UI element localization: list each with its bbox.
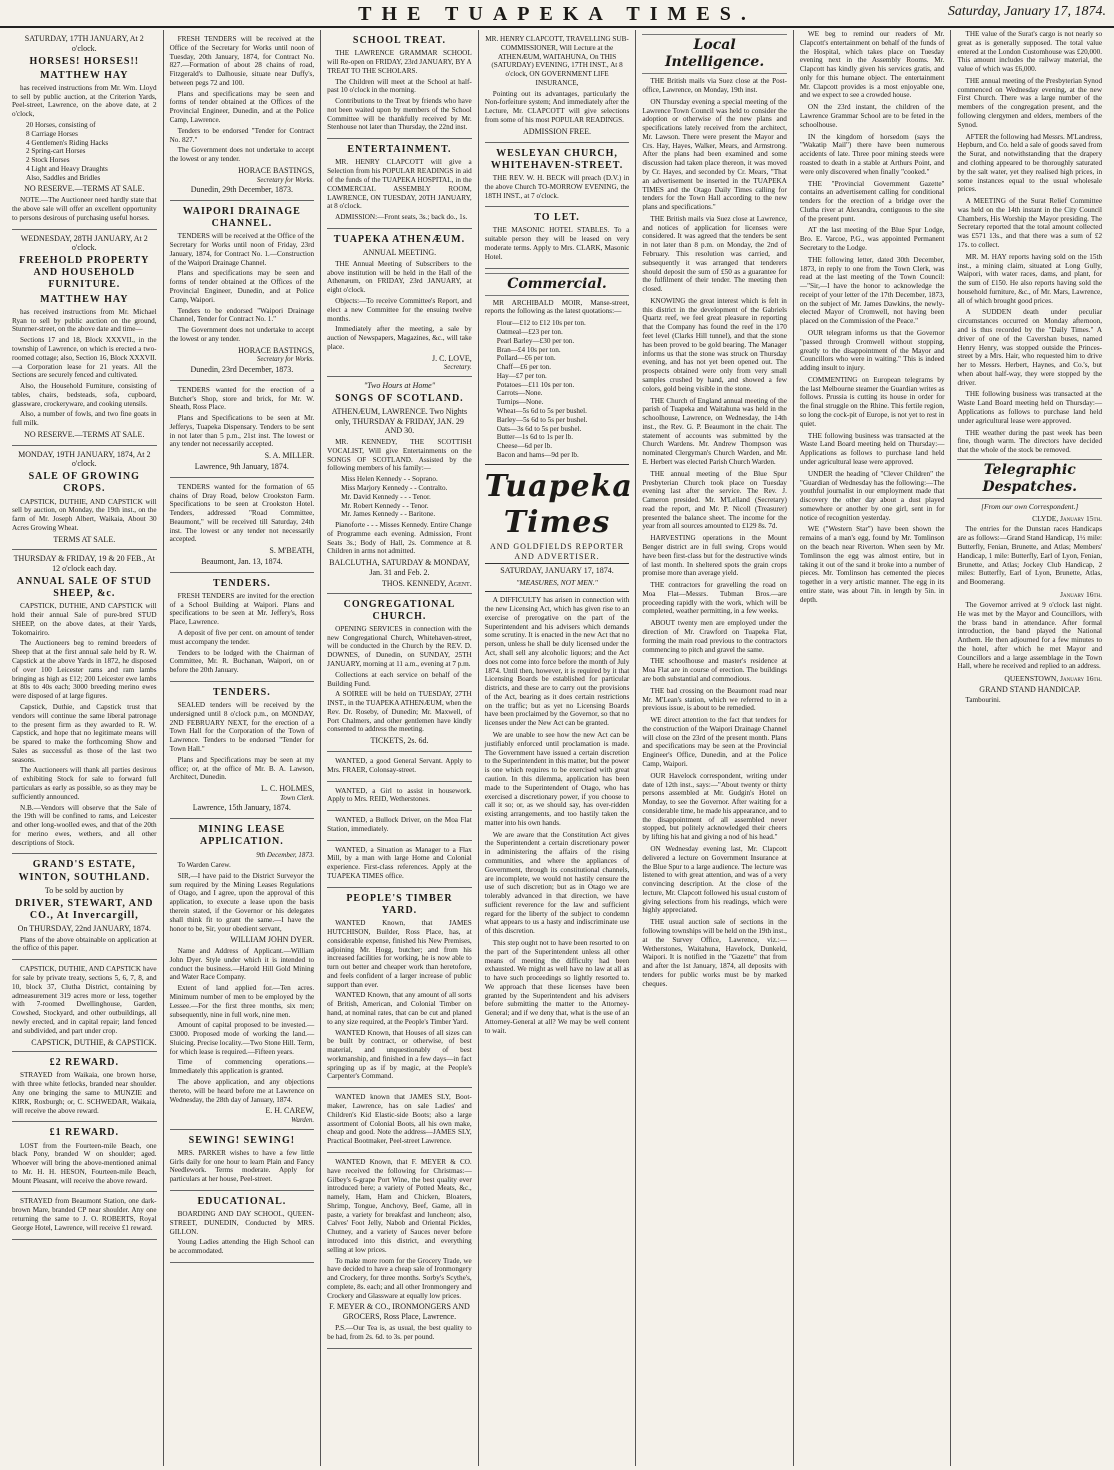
nameplate-date: SATURDAY, JANUARY 17, 1874.: [485, 563, 630, 576]
ad-body: ADMISSION:—Front seats, 3s.; back do., 1s.: [335, 213, 468, 222]
mining-lease-ad: [170, 819, 315, 1129]
news-paragraph: WE direct attention to the fact that tenders for the construction of the Waipori Drainage Channel will close on the 23rd of the present month. Plans and specifications may be seen at the Provincial Engineer's Office, Dunedin, and at the Police Camp, Waipori.: [642, 716, 787, 768]
crops-sale-ad: [12, 446, 157, 551]
sale-item: 4 Gentlemen's Riding Hacks: [26, 138, 109, 147]
cast-member: Mr. James Kennedy - - Baritone.: [341, 510, 436, 519]
ad-body: The above application, and any objections thereto, will be heard before me at Lawrence on Wednesday, the 28th day of January, 1874.: [169, 1078, 315, 1104]
auctioneer-name: DRIVER, STEWART, AND CO., At Invercargill,: [15, 897, 154, 921]
ad-body: WANTED Known, that any amount of all sorts of British, American, and Colonial Timber on hand, at nominal rates, that can be cut and planed to any size required, at the People's Timber Yard.: [327, 991, 472, 1026]
timber-yard-ad: [327, 888, 472, 1088]
signature: S. A. MILLER.: [264, 451, 315, 461]
ad-title: CONGREGATIONAL CHURCH.: [343, 598, 456, 622]
ad-body: WANTED known that JAMES SLY, Boot-maker, Lawrence, has on sale Ladies' and Children's Kid Elastic-side Boots; also a large assortment of Colonial Boots, all his own make, cheap and good. Note the address—JAMES SLY, Practical Bootmaker, Peel-street Lawrence.: [327, 1093, 472, 1146]
sale-items: [26, 121, 157, 182]
ad-body: Amount of capital proposed to be invested.—£3000. Proposed mode of working the land.—Sluicing. Precise locality.—Two Stone Hill. Term, for which lease is required.—Fifteen years.: [169, 1021, 315, 1056]
news-paragraph: THE Church of England annual meeting of the parish of Tuapeka and Waitahuna was held in the schoolhouse, Lawrence, on Wednesday, the 14th inst., the Rev. G. P. Beaumont in the chair. The statement of accounts was submitted by the Church Wardens. Mr. Andrew Thompson was nominated Clergyman's Church Warden, and Mr. E. Herbert was elected Parish Church Warden.: [642, 396, 787, 466]
cast-list: [341, 475, 472, 519]
column-5: [636, 30, 794, 1466]
news-paragraph: ON Thursday evening a special meeting of the Lawrence Town Council was held to consider the adoption or otherwise of the new plans and specifications lately received from the architect, Mr. Lawson. There were present the Mayor and Crs. Hay, Hayes, Walker, Mears, and Armstrong. After the plans had been examined and some discussion had taken place thereon, it was moved by Cr. Hayes, and seconded by Cr. Mears, "That an advertisement be inserted in the TUAPEKA TIMES and the Otago Daily Times calling for tenders for the Town Hall according to the new plans and specifications.": [642, 97, 787, 212]
masthead-title: THE TUAPEKA TIMES.: [358, 3, 756, 25]
news-paragraph: WE ("Western Star") have been shown the remains of a man's egg, found by Mr. Tomlinson on the beach near Riverton. When seen by Mr. Tomlinson the egg was almost entire, but in taking it out of the sand it broke into a number of pieces. Mr. Tomlinson has cemented the pieces together in a very artistic manner. The egg in its entire state, was about 7in. in length by 5in. in depth.: [799, 525, 945, 604]
sale-body: The Auctioneers will thank all parties desirous of exhibiting Stock for sale to forward full particulars as early as possible, so as they may be sufficiently announced.: [12, 766, 157, 801]
cast-member: Miss Marjory Kennedy - - Contralto.: [341, 484, 448, 492]
sale-item: 8 Carriage Horses: [26, 129, 78, 138]
signature-title: Secretary.: [443, 363, 472, 372]
signature: CAPSTICK, DUTHIE, & CAPSTICK.: [31, 1037, 157, 1047]
price-item: Potatoes—£11 10s per ton.: [496, 380, 575, 389]
dray-road-tender-ad: [170, 478, 315, 573]
telegraphic-despatches: [957, 514, 1102, 705]
ad-title: MINING LEASE APPLICATION.: [198, 824, 286, 848]
ad-quote: "Two Hours at Home": [363, 380, 436, 390]
sale-terms: NO RESERVE.—TERMS AT SALE.: [24, 184, 145, 194]
commercial-body: MR ARCHIBALD MOIR, Manse-street, reports the following as the latest quotations:—: [484, 298, 630, 316]
news-paragraph: OUR telegram informs us that the Governor "passed through Cromwell without stopping, greatly to the disappointment of the Mayor and Councillors who were in waiting." This is indeed adding insult to injury.: [799, 329, 945, 373]
tender-body: TENDERS wanted for the formation of 65 chains of Dray Road, below Crookston Farm. Specifications to be seen at Crookston Hotel. Tenders, addressed "Road Committee, Beaumont," will be received till Saturday, 24th inst. The lowest or any tender not necessarily accepted.: [169, 482, 315, 544]
auctioneer-name: MATTHEW HAY: [40, 69, 129, 81]
news-paragraph: HARVESTING operations in the Mount Benger district are in full swing. Crops would have been first-class but for the destructive winds of last month. In sheltered spots the grain crops promise more than average yield.: [642, 534, 787, 578]
congregational-church-ad: [327, 594, 472, 753]
nameplate-title: Tuapeka Times: [484, 468, 633, 541]
sale-item: 2 Stock Horses: [26, 156, 70, 165]
school-tender-ad: [170, 573, 315, 682]
column-6: [794, 30, 952, 1466]
price-item: Carrots—None.: [496, 389, 543, 398]
ad-body: Name and Address of Applicant.—William John Dyer. Style under which it is intended to conduct the business.—Harold Hill Gold Mining and Water Race Company.: [169, 947, 315, 982]
tender-body: Plans and specifications may be seen and forms of tender obtained at the Offices of the Provincial Engineer, Dunedin, and at the Police Camp, Lawrence.: [169, 89, 315, 125]
news-paragraph: THE British mails via Suez close at Lawrence, and notices of application for licenses were considered. It was agreed that the tenders be sent in not later than 8 p.m. on Monday, the 2nd of February. This resolution was carried, and subsequently it was arranged that tenderers should deposit the sum of £50 as a guarantee for the fulfilment of their tender. The meeting then closed.: [642, 214, 787, 294]
news-paragraph: THE "Provincial Government Gazette" contains an advertisement calling for conditional tenders for the erection of a bridge over the Clutha river at Alexandra, contiguous to the site of the present punt.: [799, 179, 945, 223]
news-paragraph: THE annual meeting of the Blue Spur Presbyterian Church took place on Tuesday evening last after the service. The Rev. J. Cameron presided. Mr. M'Lelland (Secretary) read the report, and Mr. P. Nicoll (Treasurer) presented the balance sheet. The income for the year from all sources amounted to £129 8s. 7d.: [642, 469, 787, 531]
signature: J. C. LOVE,: [431, 353, 472, 363]
sale-date: MONDAY, 19TH JANUARY, 1874, At 2 o'clock.: [18, 449, 151, 469]
reward-body: STRAYED from Waikaia, one brown horse, with three white fetlocks, branded near shoulder. Any one bringing the same to MUNZIE and KIRK, Roxburgh; or, C. SCHWEDAR, Waikaia, will receive the above reward.: [12, 1071, 157, 1115]
sale-date: SATURDAY, 17TH JANUARY, At 2 o'clock.: [24, 34, 144, 53]
ad-body: WANTED, a good General Servant. Apply to Mrs. FRAER, Colonsay-street.: [327, 757, 472, 774]
ad-body: BOARDING AND DAY SCHOOL, QUEEN-STREET, DUNEDIN, Conducted by MRS. GILLON.: [169, 1210, 315, 1236]
price-item: Cheese—6d per lb.: [496, 442, 553, 451]
ad-body: OPENING SERVICES in connection with the new Congregational Church, Whitehaven-street, will be conducted in the Church by the REV. D. DOWNES, of Dunedin, on SUNDAY, 25TH JANUARY, morning at 11 a.m., evening at 7 p.m.: [327, 624, 472, 668]
ad-tickets: TICKETS, 2s. 6d.: [370, 736, 429, 746]
news-paragraph: UNDER the heading of "Clever Children" the "Guardian of Wednesday has the following:—The youthful journalist in our employment made that discovery the other day about a dust played somewhere or another by one girl, sent in for notice of recognition yesterday.: [799, 469, 945, 522]
ad-body: Contributions to the Treat by friends who have not been waited upon by members of the School Committee will be thankfully received by Mr. Stenhouse not later than Thursday, the 22nd inst.: [327, 97, 472, 132]
wanted-ad: [327, 782, 472, 812]
wanted-ad: [327, 811, 472, 841]
waipori-drainage-ad: [170, 201, 315, 381]
school-treat-ad: [327, 30, 472, 139]
sale-body: CAPSTICK, DUTHIE, AND CAPSTICK will hold their annual Sale of pure-bred STUD SHEEP, on the above dates, at their Yards, Tokomairiro.: [12, 602, 157, 637]
telegraphic-heading: Telegraphic Despatches.: [957, 459, 1102, 499]
ad-date: Lawrence, 9th January, 1874.: [194, 461, 289, 471]
nameplate-subtitle: AND GOLDFIELDS REPORTER AND ADVERTISER.: [489, 541, 625, 561]
sale-body: Also, the Household Furniture, consisting of tables, chairs, bedsteads, sofa, cupboard, glassware, crockeryware, and cooking utensils.: [12, 382, 157, 408]
to-let-ad: [485, 207, 630, 268]
commercial-section: [485, 299, 630, 460]
tender-body: The Government does not undertake to accept the lowest or any tender.: [169, 146, 315, 164]
signature-title: Secretary for Works.: [256, 355, 315, 364]
ad-body: WANTED Known, that JAMES HUTCHISON, Builder, Ross Place, has, at considerable expense, finished his New Premises, adjoining Mr. Hogg, butcher; and from his increased facilities for working, he is now able to turn out better and cheaper work than heretofore, and feels confident of a larger increase of public support than ever.: [327, 919, 472, 989]
ad-title: EDUCATIONAL.: [197, 1195, 287, 1207]
columns: [6, 30, 1108, 1466]
price-item: Oatmeal—£23 per ton.: [496, 328, 563, 337]
price-item: Hay—£7 per ton.: [496, 371, 547, 380]
tender-body: Tenders to be endorsed "Waipori Drainage Channel, Tender for Contract No. 1.": [169, 306, 315, 324]
ad-body: MRS. PARKER wishes to have a few little Girls daily for one hour to learn Plain and Fancy Needlework. Terms moderate. Apply for particulars at her house, Peel-street.: [169, 1148, 315, 1184]
ad-title: PEOPLE'S TIMBER YARD.: [346, 892, 453, 916]
masthead: [0, 0, 1114, 28]
reward-body: LOST from the Fourteen-mile Beach, one black Pony, branded W on shoulder; aged. Whoever will bring the above-mentioned animal to Mr. H. H. HESON, Fourteen-mile Beach, Mount Pleasant, will receive the above reward.: [12, 1141, 157, 1185]
editorial-paragraph: We are aware that the Constitution Act gives the Superintendent a certain discretionary power in administering the affairs of the rising communities, and where the appliances of Government, through its constitutional channels, are incomplete, we would not hastily censure the use of such discretion; but as in Otago we are tolerably advanced in that direction, we have sufficient reverence for the law and sufficient regard for the liberty of the subject to condemn what appears to us a hasty and indiscriminate use of this discretion.: [484, 830, 630, 936]
ad-body: To Warden Carew.: [177, 861, 231, 870]
tender-body: Plans and Specifications to be seen at Mr. Jefferys, Tuapeka Dispensary. Tenders to be sent in not later than 5 p.m., 21st inst. The lowest or any tender not necessarily accepted.: [169, 414, 315, 449]
price-list: [497, 319, 630, 460]
sale-item: 4 Light and Heavy Draughts: [26, 164, 108, 173]
sale-title: GRAND'S ESTATE, WINTON, SOUTHLAND.: [18, 859, 151, 883]
sale-item: Also, Saddles and Bridles: [26, 173, 101, 182]
sale-body: CAPSTICK, DUTHIE, AND CAPSTICK have for sale by private treaty, sections 5, 6, 7, 8, and 10, block 37, Clutha District, containing by admeasurement 319 acres more or less, together with 7-roomed Dwellinghouse, Garden, Cowshed, Stockyard, and other outbuildings, all newly erected, and in capital repair; land fenced and subdivided, and part under crop.: [12, 965, 157, 1035]
cast-member: Miss Helen Kennedy - - Soprano.: [341, 475, 438, 484]
auctioneer-name: MATTHEW HAY: [40, 293, 129, 305]
tender-body: A deposit of five per cent. on amount of tender must accompany the tender.: [169, 629, 315, 646]
ad-body: Collections at each service on behalf of the Building Fund.: [327, 670, 472, 688]
sale-sub: To be sold by auction by: [44, 885, 124, 895]
ad-title: SCHOOL TREAT.: [352, 35, 446, 46]
column-3: [321, 30, 479, 1466]
sale-title: SALE OF GROWING CROPS.: [28, 471, 140, 495]
news-paragraph: THE following business was transacted at the Waste Land Board meeting held on Thursday:—Applications as follows to purchase land held under agricultural lease were approved.: [799, 431, 945, 466]
signature: THOS. KENNEDY, Agent.: [381, 578, 472, 588]
news-paragraph: OUR Havelock correspondent, writing under date of 12th inst., says:—"About twenty or thirty persons assembled at Mr. Gudgin's Hotel on Monday, to see the Governor. After waiting for a considerable time, he made his appearance, and to the disappointment of all assembled never stopped, but politely acknowledged their cheers by lifting his hat and giving a nod of his head.": [642, 771, 787, 842]
news-paragraph: MR. M. HAY reports having sold on the 15th inst., a mining claim, situated at Long Gully, Waipori, with water races, dams, and plant, for the sum of £150. He also reports having sold the household furniture, &c., of Mr. Mars, Lawrence, all of which brought good prices.: [957, 252, 1103, 305]
tender-body: FRESH TENDERS will be received at the Office of the Secretary for Works until noon of Tuesday, 20th January, 1874, for Contract No. 827.—Formation of about 28 chains of road, Fitzgerald's to Dalhousie, situate near Duffy's, between pegs 72 and 100.: [169, 35, 315, 87]
ad-body: Young Ladies attending the High School can be accommodated.: [169, 1238, 315, 1256]
news-paragraph: THE contractors for gravelling the road on Moa Flat—Messrs. Tubman Bros.—are proceeding rapidly with the work, which will be completed, weather permitting, in a few weeks.: [642, 581, 787, 616]
sale-title: HORSES! HORSES!!: [29, 55, 140, 67]
wanted-ad: [327, 1088, 472, 1153]
ad-title: SONGS OF SCOTLAND.: [335, 392, 464, 404]
editorial: [485, 596, 630, 1035]
sale-title: FREEHOLD PROPERTY AND HOUSEHOLD FURNITURE.: [19, 255, 150, 291]
ad-admission: ADMISSION FREE.: [523, 126, 592, 136]
news-paragraph: A SUDDEN death under peculiar circumstances occurred on Monday afternoon, and is thus recorded by the "Daily Times." A driver of one of the Cavershan buses, named Henry Henry, was stopped outside the Princes-street by a Mrs. Hair, who requested him to drive her to Messrs. Herbert, Haynes, and Co.'s, but when about half-way, they were stopped by the driver.: [957, 308, 1103, 387]
news-paragraph: AT the last meeting of the Blue Spur Lodge, Bro. E. Varcoe, P.G., was appointed Permanent Secretary to the Lodge.: [799, 226, 945, 252]
news-paragraph: THE schoolhouse and master's residence at Moa Flat are in course of erection. The buildings are both substantial and commodious.: [642, 657, 787, 683]
sale-date: THURSDAY & FRIDAY, 19 & 20 FEB., At 12 o'clock each day.: [13, 554, 155, 574]
news-paragraph: THE value of the Surat's cargo is not nearly so great as is generally supposed. The total value entered at the London Customhouse was £20,000. This amount includes the railway material, the value of which was £6,000.: [957, 30, 1103, 74]
sale-body: The Auctioneers beg to remind breeders of Sheep that at the first annual sale held by R. W. Capstick at the above Yards in 1872, he disposed of over 100 Leicester rams and ram lambs bringing as high as £12; 200 Leicester ewe lambs at 80s to 40s each; 3000 breeding merino ewes were disposed of at large figures.: [12, 639, 157, 701]
sale-title: ANNUAL SALE OF STUD SHEEP, &c.: [16, 575, 152, 600]
local-intelligence-heading: Local Intelligence.: [642, 34, 787, 74]
news-paragraph: THE following business was transacted at the Waste Land Board meeting held on Thursday:—Applications as follows to purchase land held under agricultural lease were approved.: [957, 390, 1103, 425]
news-paragraph: THE usual auction sale of sections in the following townships will be held on the 19th inst., at the Survey Office, Lawrence, viz.:—Wetherstones, Waitahuna, Havelock, Dunkeld, Waipori. It is notified in the "Gazette" that from and after the 1st January, 1874, all deposits with tenders for public works must be by marked cheques.: [642, 918, 787, 988]
signature-title: Secretary for Works.: [256, 175, 315, 184]
ad-body: Pointing out its advantages, particularly the Non-forfeiture system; And immediately after the Lecture, Mr. CLAPCOTT will give selections from some of his most POPULAR READINGS.: [484, 89, 630, 125]
ad-subtitle: ATHENÆUM, LAWRENCE. Two Nights only, THURSDAY & FRIDAY, JAN. 29 AND 30.: [331, 406, 468, 436]
news-paragraph: ON the 23rd instant, the children of the Lawrence Grammar School are to be feted in the schoolhouse.: [799, 103, 945, 129]
tender-body: Tenders to be lodged with the Chairman of Committee, Mr. R. Buchanan, Waipori, on or before the 20th January.: [169, 648, 315, 675]
ad-date: 9th December, 1873.: [256, 850, 315, 859]
signature: F. MEYER & CO., IRONMONGERS AND GROCERS, Ross Place, Lawrence.: [329, 1302, 470, 1322]
tender-body: Tenders to be endorsed "Tender for Contract No. 827.": [169, 126, 315, 144]
news-paragraph: AFTER the following had Messrs. M'Landress, Hepburn, and Co. held a sale of goods saved from the Surat, and notwithstanding that the drapery and clothing appeared to be thoroughly saturated by the salt water, yet they realised high prices, in some instances equal to the usual wholesale prices.: [957, 132, 1103, 194]
ad-date: Lawrence, 15th January, 1874.: [192, 803, 291, 813]
news-paragraph: THE weather during the past week has been fine, though warm. The directors have decided that the whole of the stock be removed.: [957, 428, 1103, 455]
news-paragraph: THE annual meeting of the Presbyterian Synod commenced on Wednesday evening, at the new First Church. There was a large number of the members of the congregation present, and the following clergymen and elders, members of the Synod.: [957, 76, 1103, 129]
column-7: [951, 30, 1108, 1466]
sale-body: Capstick, Duthie, and Capstick trust that vendors will continue the same liberal patronage to the present firm as they awarded to R. W. Capstick, and hope that no legitimate means will be spared to make the forthcoming Show and Sales as successful as those of the last two seasons.: [12, 702, 157, 764]
meyer-co-ad: [327, 1153, 472, 1349]
ad-body: SIR,—I have paid to the District Surveyor the sum required by the Mining Leases Regulations of Otago, and I agree, upon the approval of this application, to execute a lease upon the basis therein stated, if the Governor or his delegates shall think fit to grant the same.—I have the honor to be, Sir, your obedient servant,: [169, 871, 315, 933]
educational-ad: [170, 1191, 315, 1263]
ad-body: MR. HENRY CLAPCOTT will give a Selection from his POPULAR READINGS in aid of the funds of the TUAPEKA HOSPITAL, in the COMMERCIAL ASSEMBLY ROOM, LAWRENCE, ON TUESDAY, 20TH JANUARY, at 8 o'clock.: [327, 158, 472, 211]
town-hall-tender-ad: [170, 682, 315, 819]
dateline: CLYDE, January 15th.: [1032, 514, 1103, 524]
price-item: Flour—£12 to £12 10s per ton.: [496, 319, 586, 328]
ad-body: MR. HENRY CLAPCOTT, TRAVELLING SUB-COMMISSIONER, Will Lecture at the ATHENÆUM, WAITAHUNA, On THIS (SATURDAY) EVENING, 17TH INST., At 8 o'clock, ON GOVERNMENT LIFE INSURANCE,: [485, 35, 629, 87]
signature: S. M'BEATH,: [269, 546, 315, 556]
sale-body: Plans of the above obtainable on application at the office of this paper.: [12, 935, 157, 953]
nameplate: [484, 464, 633, 593]
ad-body: WANTED, a Bullock Driver, on the Moa Flat Station, immediately.: [327, 816, 472, 833]
despatch-paragraph: The entries for the Dunstan races Handicaps are as follows:—Grand Stand Handicap, 1½ mile: Butterfly, Fenian, Brunette, and Atlas; Members' Handicap, 1 mile: Butterfly, Earl of Lyon, Fenian, Brunette, and Atlas; Jockey Club Handicap, 2 miles: Butterfly, Earl of Lyon, Brunette, Atlas, and Boomerang.: [957, 525, 1103, 587]
cast-member: Mr. Robert Kennedy - - Tenor.: [341, 501, 429, 510]
price-item: Butter—1s 6d to 1s per lb.: [496, 433, 573, 442]
despatch-paragraph: Tambourini.: [965, 696, 1001, 705]
ad-body: Time of commencing operations.—Immediately this application is granted.: [169, 1058, 315, 1076]
news-paragraph: COMMENTING on European telegrams by the last Melbourne steamer the Guardian writes as follows. Prussia is cutting its house in order for the final struggle on the Rhine. This fertile region, so long the cock-pit of Europe, is not yet to rest in quiet.: [799, 375, 945, 428]
editorial-paragraph: We are unable to see how the new Act can be justifiably enforced until proclamation is made. The Government have issued a certain discretion to the Superintendent in this matter, but the power is one which requires to be exercised with great caution. In this dilemma, application has been made to the Superintendent of Otago, who has exercised a discretionary power, if you choose to call it so; or, as we should say, has over-ridden existing arrangements, and too hastily taken the matter into his own hands.: [484, 731, 630, 827]
sale-body: has received instructions from Mr. Michael Ryan to sell by public auction on the ground, Stunrner-street, on the above date and time—: [12, 307, 157, 334]
news-column: [957, 30, 1102, 455]
news-paragraph: THE bad crossing on the Beaumont road near Mr. M'Lean's station, which we referred to in a previous issue, is about to be remedied.: [642, 686, 787, 713]
signature: E. H. CAREW,: [265, 1106, 315, 1116]
ad-date: Beaumont, Jan. 13, 1874.: [201, 556, 283, 566]
reward-title: £2 REWARD.: [49, 1057, 120, 1069]
masthead-date: Saturday, January 17, 1874.: [947, 4, 1106, 19]
news-paragraph: ON Wednesday evening last, Mr. Clapcott delivered a lecture on Government Insurance at the Blue Spur to a large audience. The lecture was listened to with great attention, and was of a very convincing description. At the close of the lecture, Mr. Clapcott followed his usual custom of giving selections from his readings, which were highly appreciated.: [642, 845, 787, 915]
tender-body: FRESH TENDERS are invited for the erection of a School Building at Waipori. Plans and specifications to be seen at Mr. Jeffery's, Ross Place, Lawrence.: [169, 591, 315, 627]
sale-body: CAPSTICK, DUTHIE, AND CAPSTICK will sell by auction, on Monday, the 19th inst., on the farm of Mr. Joseph Albert, Waikaia, About 30 Acres Growing Wheat.: [12, 497, 157, 532]
reward-ad: [12, 1122, 157, 1192]
grands-estate-ad: [12, 854, 157, 960]
local-news-continued: [800, 30, 945, 604]
ad-body: MR. KENNEDY, THE SCOTTISH VOCALIST, Will give Entertainments on the SONGS OF SCOTLAND. Assisted by the following members of his family:—: [327, 438, 472, 473]
signature: L. C. HOLMES,: [261, 784, 315, 794]
ad-body: Objects:—To receive Committee's Report, and elect a new Committee for the ensuing twelve months.: [327, 296, 472, 323]
ad-subtitle: ANNUAL MEETING.: [362, 248, 437, 258]
nameplate-motto: "MEASURES, NOT MEN.": [516, 578, 598, 588]
ad-title: TENDERS.: [212, 577, 271, 589]
news-paragraph: ABOUT twenty men are employed under the direction of Mr. Crawford on Tuapeka Flat, forming the main road previous to the contractors commencing to pitch and gravel the same.: [642, 619, 787, 654]
butcher-shop-tender-ad: [170, 381, 315, 478]
news-paragraph: A MEETING of the Surat Relief Committee was held on the 14th instant in the City Council Chambers, His Worship the Mayor presiding. The Secretary reported that the total amount collected was £571 13s., and that there was a sum of £2 17s. to collect.: [957, 197, 1103, 249]
ad-body: WANTED Known, that Houses of all sizes can be built by contract, or otherwise, of best material, and unquestionably of best workmanship, and finished in a few days—in fact springing up as if by magic, at the People's Carpenter's Command.: [327, 1028, 472, 1081]
private-treaty-ad: [12, 960, 157, 1052]
news-paragraph: IN the kingdom of horsedom (says the "Wakatip Mail") there have been numerous accidents of late. Three poor mining steeds were roasted to death in a stable at Arthurs Point, and were only discovered when finally "cooked.": [799, 132, 945, 176]
signature-title: Warden.: [291, 1116, 315, 1125]
ad-body: WANTED Known, that F. MEYER & CO. have received the following for Christmas:—Gilbey's 6-grape Port Wine, the best quality ever introduced here; a variety of Potted Meats, &c., namely, Ham, Ham and Chicken, Bloaters, Shrimp, Tongue, Anchovy, Beef, Game, all in paste, a variety for breakfast and luncheon; also, Calves' Foot Jelly, Nabob and Oriental Pickles, Chutney, and a variety of Sauces never before introduced into this district, and everything selling at low prices.: [327, 1157, 472, 1254]
ad-body: Extent of land applied for.—Ten acres. Minimum number of men to be employed by the Lessee.—For the first three months, six men; subsequently, nine in full work, nine men.: [169, 984, 315, 1019]
sale-body: N.B.—Vendors will observe that the Sale of the 19th will be confined to rams, and Leicester and other long-woolled ewes, and that of the 20th for merino ewes, wethers, and all other descriptions of Stock.: [12, 803, 157, 847]
freehold-sale-ad: [12, 230, 157, 446]
ad-title: WESLEYAN CHURCH, WHITEHAVEN-STREET.: [490, 147, 624, 171]
signature: HORACE BASTINGS,: [238, 165, 315, 175]
ad-subtitle: BALCLUTHA, SATURDAY & MONDAY, Jan. 31 and Feb. 2.: [329, 558, 470, 577]
tender-ad: [170, 30, 315, 201]
local-news: [642, 77, 787, 988]
entertainment-ad: [327, 139, 472, 229]
sale-body: has received instructions from Mr. Wm. Lloyd to sell by public auction, at the Criterion Yards, Peel-street, Lawrence, on the above date, at 2 o'clock,: [12, 83, 157, 119]
price-item: Turnips—None.: [496, 398, 544, 407]
sale-note: NOTE.—The Auctioneer need hardly state that the above sale will offer an excellent opportunity to persons desirous of purchasing useful horses.: [12, 196, 157, 222]
price-item: Oats—3s 6d to 5s per bushel.: [496, 424, 582, 433]
despatch-heading: GRAND STAND HANDICAP.: [979, 685, 1081, 695]
ad-title: TUAPEKA ATHENÆUM.: [333, 233, 466, 245]
sale-terms: TERMS AT SALE.: [53, 534, 116, 544]
ad-title: WAIPORI DRAINAGE CHANNEL.: [182, 205, 301, 230]
ad-body: THE REV. W. H. BECK will preach (D.V.) in the above Church TO-MORROW EVENING, the 18TH INST., at 7 o'clock.: [484, 173, 630, 200]
ad-body: To make more room for the Grocery Trade, we have decided to have a cheap sale of Ironmongery and Crockery, for three months. Sorby's Scythe's, complete, 8s. each; and all other Ironmongery and Crockery and Glassware at equally low prices.: [327, 1256, 472, 1300]
sale-body: Also, a number of fowls, and two fine goats in full milk.: [12, 410, 157, 428]
news-paragraph: THE following letter, dated 30th December, 1873, in reply to one from the Town Clerk, was read at the last meeting of the Town Council:—"Sir,—I have the honor to acknowledge the receipt of your letter of the 17th December, 1873, on the subject of Mr. James Dawkins, the newly-elected Mayor of Cromwell, not having been placed on the Commission of the Peace.": [799, 255, 945, 326]
athenaeum-ad: [327, 229, 472, 377]
tender-body: Plans and Specifications may be seen at my office; or, at the office of Mr. B. A. Lawson, Architect, Dunedin.: [169, 755, 315, 782]
column-2: [164, 30, 322, 1466]
sale-body: Sections 17 and 18, Block XXXVII., in the township of Lawrence, on which is erected a two-roomed cottage; also, Section 16, Block XXXVII.—a Corporation lease for 21 years. All the Sections are securely fenced and cultivated.: [12, 336, 157, 380]
reward-title: £1 REWARD.: [49, 1127, 120, 1139]
tender-body: SEALED tenders will be received by the undersigned until 8 o'clock p.m., on MONDAY, 2ND FEBRUARY NEXT, for the erection of a Town Hall for the Corporation of the Town of Lawrence. Tenders to be endorsed "Tender for Town Hall.": [169, 701, 315, 753]
sale-item: 20 Horses, consisting of: [26, 121, 96, 129]
editorial-paragraph: This step ought not to have been resorted to on the part of the Superintendent unless all other means of meeting the difficulty had been exhausted. We might as well have no law at all as to have such proceedings so lightly resorted to. We approach that these licenses have been granted by the Superintendent and his advisers before submitting the matter to the Attorney-General; and if we deny that, what is the use of an Attorney-General at all? We may be well content to wait.: [484, 939, 630, 1035]
ad-body: WANTED, a Girl to assist in housework. Apply to Mrs. REID, Wetherstones.: [327, 786, 472, 804]
ad-body: THE Annual Meeting of Subscribers to the above institution will be held in the Hall of the Athenæum, on FRIDAY, 23rd JANUARY, at eight o'clock.: [327, 259, 472, 295]
dateline: QUEENSTOWN, January 16th.: [1004, 674, 1103, 684]
wanted-ad: [327, 752, 472, 782]
horse-sale-ad: [12, 30, 157, 230]
reward-ad: [12, 1192, 157, 1239]
tender-body: Plans and specifications may be seen and forms of tender obtained at the Offices of the Provincial Engineer, Dunedin, and at Police Camp, Waipori.: [169, 269, 315, 304]
ad-body: Pianoforte - - - Misses Kennedy. Entire Change of Programme each evening. Admission, Front Seats 3s.; Body of Hall, 2s. Commence at 8. Children in arms not admitted.: [327, 521, 472, 556]
ad-body: P.S.—Our Tea is, as usual, the best quality to be had, from 2s. 6d. to 3s. per pound.: [327, 1323, 472, 1341]
ad-date: Dunedin, 23rd December, 1873.: [190, 365, 294, 374]
ad-title: ENTERTAINMENT.: [347, 144, 452, 156]
price-item: Pollard—£6 per ton.: [496, 354, 556, 363]
signature-title: Town Clerk.: [280, 793, 315, 802]
despatch-paragraph: The Governor arrived at 9 o'clock last night. He was met by the Mayor and Councillors, with the brass band in attendance. After formal introduction, the band played the National Anthem. He then adjourned for a few minutes to the hotel, after which he met Mayor and Councillors and a large assemblage in the Town Hall, where he received and replied to an address.: [957, 600, 1103, 671]
price-item: Barley—5s 6d to 5s per bushel.: [496, 415, 588, 424]
column-4: [479, 30, 637, 1466]
editorial-paragraph: A DIFFICULTY has arisen in connection with the new Licensing Act, which has given rise to an exercise of prerogative on the part of the Superintendent and his advisers which demands some scrutiny. It is enacted in the new Act that no person, unless he shall be duly licensed under the Act, shall sell any alcoholic liquors; and the Act does not come into force before the month of July 1874. Until then, however, it is required by it that Licensing Boards be established for particular districts, and these are to carry out the provisions of the Act, bearing as it does certain restrictions on the traffic; but as yet no Licensing Boards have been proclaimed by the Governor, so that no licenses under the New Act can be granted.: [484, 596, 630, 728]
commercial-heading: Commercial.: [485, 273, 630, 296]
sale-terms: NO RESERVE.—TERMS AT SALE.: [24, 429, 145, 439]
ad-title: SEWING! SEWING!: [188, 1134, 296, 1146]
telegraphic-subtitle: [From our own Correspondent.]: [981, 502, 1079, 512]
dateline: January 16th.: [1060, 589, 1103, 599]
ad-body: THE LAWRENCE GRAMMAR SCHOOL will Re-open on FRIDAY, 23rd JANUARY, BY A TREAT TO THE SCHOLARS.: [327, 49, 472, 75]
ad-date: Dunedin, 29th December, 1873.: [190, 185, 294, 195]
price-item: Pearl Barley—£30 per ton.: [496, 336, 575, 345]
sale-date: WEDNESDAY, 28TH JANUARY, At 2 o'clock.: [20, 233, 148, 253]
ad-body: WANTED, a Situation as Manager to a Flax Mill, by a man with large Home and Colonial experience. First-class references. Apply at the TUAPEKA TIMES office.: [327, 845, 472, 881]
tender-body: The Government does not undertake to accept the lowest or any tender.: [169, 326, 315, 343]
ad-title: TENDERS.: [212, 686, 271, 698]
lecture-ad: [485, 30, 630, 143]
sale-item: 2 Spring-cart Horses: [26, 147, 86, 156]
stud-sheep-ad: [12, 550, 157, 854]
news-paragraph: WE beg to remind our readers of Mr. Clapcott's entertainment on behalf of the funds of the Hospital, which takes place on Tuesday evening next in the Assembly Rooms. Mr. Clapcott has kindly given his services gratis, and only for this humane object. The entertainment Mr. Clapcott provides is a most enjoyable one, and we expect to see a crowded house.: [799, 30, 945, 100]
price-item: Bacon and hams—9d per lb.: [496, 450, 579, 459]
reward-ad: [12, 1052, 157, 1122]
tender-body: TENDERS wanted for the erection of a Butcher's Shop, store and brick, for Mr. W. Sheath, Ross Place.: [169, 385, 315, 412]
ad-body: Immediately after the meeting, a sale by auction of Newspapers, Magazines, &c., will take place.: [327, 325, 472, 351]
news-paragraph: THE British mails via Suez close at the Post-office, Lawrence, on Monday, 19th inst.: [642, 77, 787, 94]
ad-body: THE MASONIC HOTEL STABLES. To a suitable person they will be leased on very moderate terms. Apply to Mrs. CLARK, Masonic Hotel.: [484, 226, 630, 261]
wesleyan-church-ad: [485, 143, 630, 208]
songs-of-scotland-ad: [327, 377, 472, 594]
sale-date: On THURSDAY, 22nd JANUARY, 1874.: [17, 923, 151, 933]
price-item: Chaff—£6 per ton.: [496, 363, 552, 372]
price-item: Bran—£4 10s per ton.: [496, 345, 561, 354]
news-paragraph: KNOWING the great interest which is felt in this district in the development of the Gabriels Quartz reef, we feel great pleasure in reporting that the Company has found the reef in the 170 feet level (Clarks Hill tunnel), and that the stone has been proved to be gold bearing. The Manager informs us that the stone was struck on Thursday evening, and has not yet been opened out. The prospects obtained were only from very small samples crushed by hand, and showed a few colors, gold being visible in the stone.: [642, 296, 787, 393]
ad-body: The Children will meet at the School at half-past 10 o'clock in the morning.: [327, 77, 472, 95]
signature: WILLIAM JOHN DYER.: [230, 935, 315, 945]
sewing-ad: [170, 1130, 315, 1191]
ad-body: A SOIREE will be held on TUESDAY, 27TH INST., in the TUAPEKA ATHENÆUM, when the Rev. Dr. Roseby, of Dunedin; Mr. Maxwell, of Port Chalmers, and other gentlemen have kindly consented to address the meeting.: [327, 690, 472, 734]
tender-body: TENDERS will be received at the Office of the Secretary for Works until noon of Friday, 23rd January, 1874, for Contract No. 1.—Construction of the Waipori Drainage Channel.: [169, 232, 315, 267]
reward-body: STRAYED from Beaumont Station, one dark-brown Mare, branded CP near shoulder. Any one returning the same to J. O. ROBERTS, Royal George Hotel, Lawrence, will receive £1 reward.: [12, 1197, 157, 1232]
column-1: [6, 30, 164, 1466]
signature: HORACE BASTINGS,: [238, 345, 315, 355]
price-item: Wheat—5s 6d to 5s per bushel.: [496, 407, 587, 416]
wanted-ad: [327, 841, 472, 888]
cast-member: Mr. David Kennedy - - - Tenor.: [341, 492, 431, 501]
ad-title: TO LET.: [534, 212, 580, 224]
